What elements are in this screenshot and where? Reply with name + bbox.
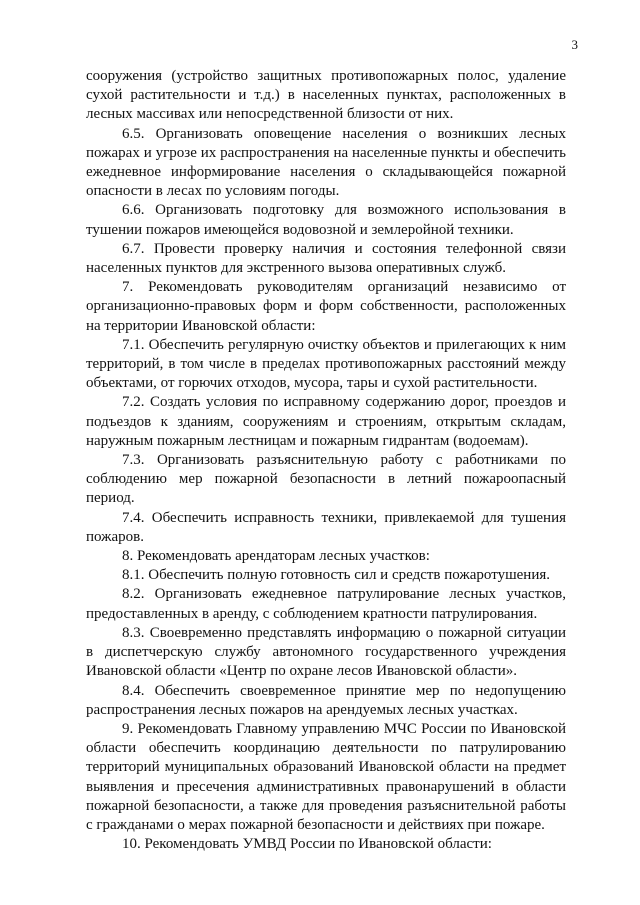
paragraph-8: 8. Рекомендовать арендаторам лесных участков:: [122, 548, 430, 565]
paragraph-7: 7. Рекомендовать руководителям организаций независимо от организационно-правовых форм и форм собственности, расположенных на территории Ивановской области:: [86, 279, 566, 334]
document-body: [86, 67, 566, 854]
paragraph-8-4: 8.4. Обеспечить своевременное принятие мер по недопущению распространения лесных пожаров на арендуемых лесных участках.: [86, 682, 566, 718]
page-number: 3: [571, 37, 578, 52]
paragraph-8-2: 8.2. Организовать ежедневное патрулирование лесных участков, предоставленных в аренду, с соблюдением кратности патрулирования.: [86, 586, 566, 622]
paragraph-7-3: 7.3. Организовать разъяснительную работу с работниками по соблюдению мер пожарной безопасности в летний пожароопасный период.: [86, 452, 566, 507]
paragraph-9: 9. Рекомендовать Главному управлению МЧС России по Ивановской области обеспечить координацию деятельности по патрулированию территорий муниципальных образований Ивановской области на предмет выявления и пресечения административных правонарушений в области пожарной безопасности, а также для проведения разъяснительной работы с гражданами о мерах пожарной безопасности и действиях при пожаре.: [86, 720, 566, 833]
paragraph-7-2: 7.2. Создать условия по исправному содержанию дорог, проездов и подъездов к зданиям, сооружениям и строениям, открытым складам, наружным пожарным лестницам и пожарным гидрантам (водоемам).: [86, 394, 566, 449]
paragraph-8-3: 8.3. Своевременно представлять информацию о пожарной ситуации в диспетчерскую службу автономного государственного учреждения Ивановской области «Центр по охране лесов Ивановской области».: [86, 624, 566, 680]
paragraph-continuation: сооружения (устройство защитных противопожарных полос, удаление сухой растительности и т.д.) в населенных пунктах, расположенных в лесных массивах или непосредственной близости от них.: [86, 68, 566, 123]
paragraph-6-5: 6.5. Организовать оповещение населения о возникших лесных пожарах и угрозе их распространения на населенные пункты и обеспечить ежедневное информирование населения о складывающейся пожарной опасности в лесах по условиям погоды.: [86, 125, 566, 200]
paragraph-8-1: 8.1. Обеспечить полную готовность сил и средств пожаротушения.: [122, 567, 550, 584]
paragraph-6-6: 6.6. Организовать подготовку для возможного использования в тушении пожаров имеющейся водовозной и землеройной техники.: [86, 202, 566, 238]
paragraph-7-4: 7.4. Обеспечить исправность техники, привлекаемой для тушения пожаров.: [86, 509, 566, 545]
paragraph-7-1: 7.1. Обеспечить регулярную очистку объектов и прилегающих к ним территорий, в том числе в пределах противопожарных расстояний между объектами, от горючих отходов, мусора, тары и сухой растительности.: [86, 336, 566, 392]
paragraph-10: 10. Рекомендовать УМВД России по Ивановской области:: [122, 836, 492, 853]
paragraph-6-7: 6.7. Провести проверку наличия и состояния телефонной связи населенных пунктов для экстренного вызова оперативных служб.: [86, 240, 566, 277]
